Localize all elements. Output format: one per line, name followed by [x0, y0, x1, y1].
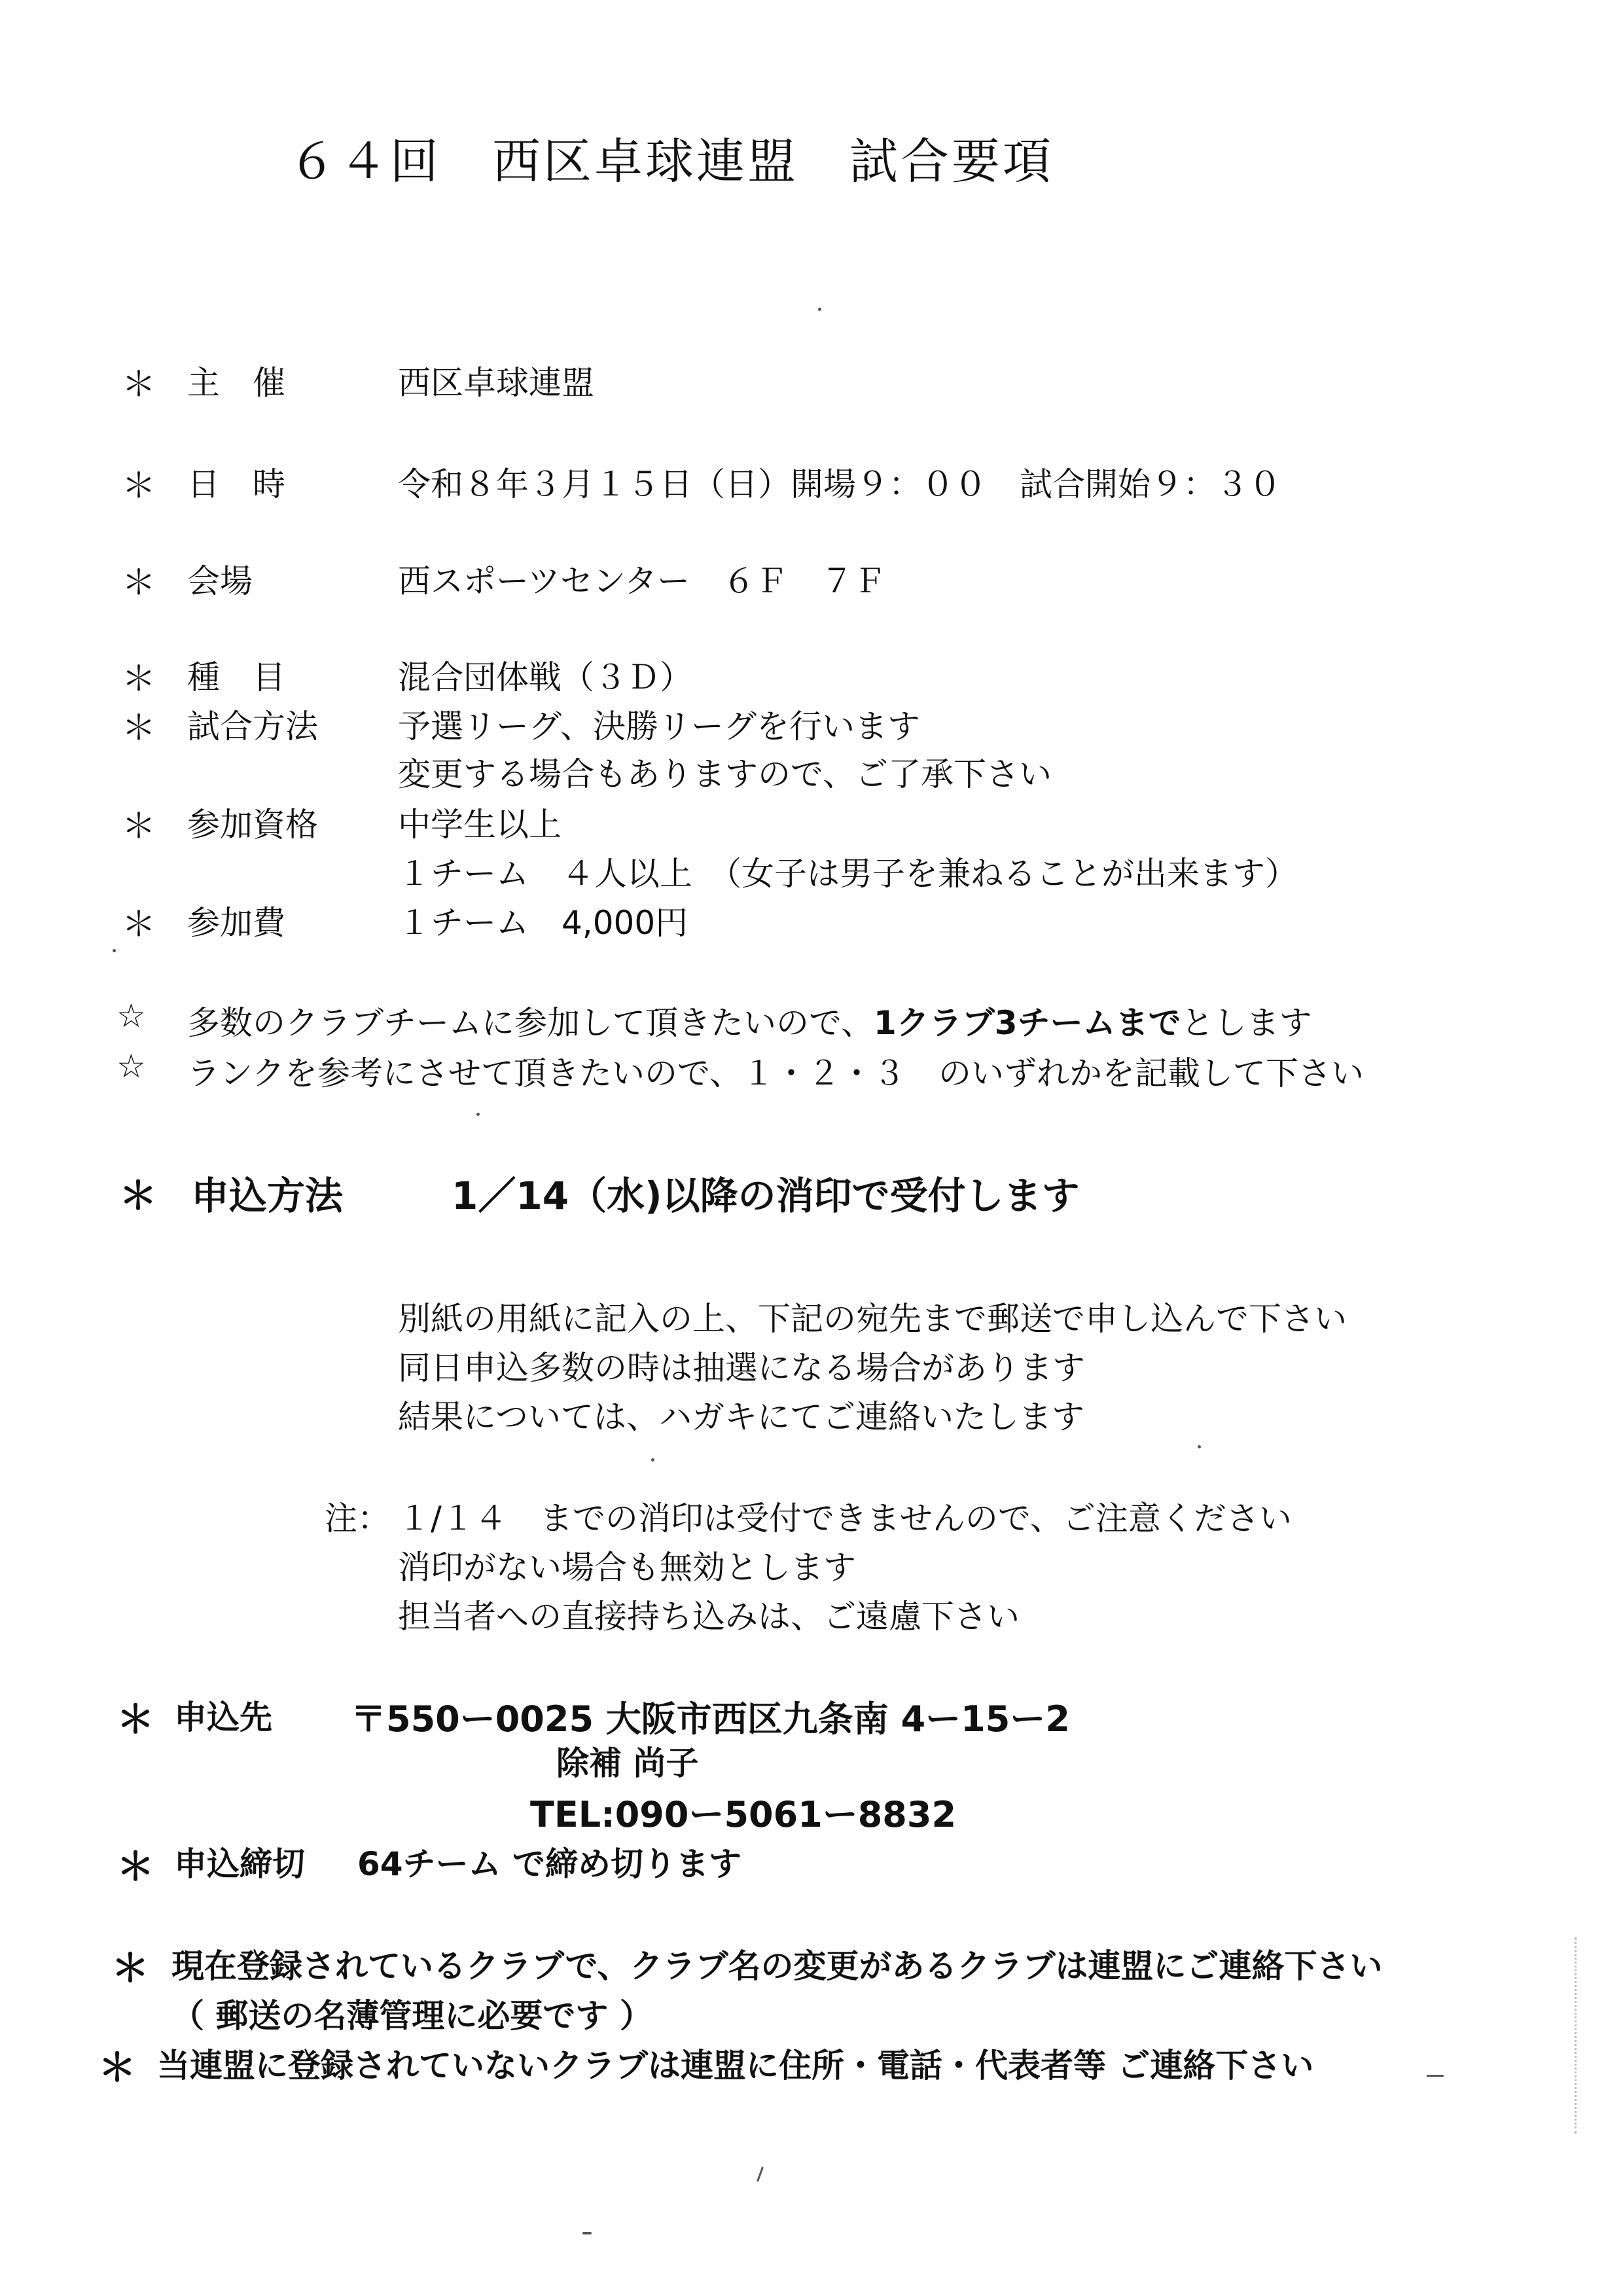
row-mark: ＊ — [122, 467, 156, 506]
footer-note-rename-reason: （ 郵送の名薄管理に必要です ） — [171, 1997, 652, 2035]
application-label: 申込方法 — [191, 1174, 344, 1218]
caution-line: 担当者への直接持ち込みは、ご遠慮下さい — [398, 1598, 1020, 1636]
row-mark: ＊ — [122, 905, 156, 944]
row-mark: ＊ — [122, 365, 156, 404]
contact-label: 申込先 — [174, 1698, 272, 1736]
scan-speck — [651, 1458, 654, 1462]
row-mark: ＊ — [122, 564, 156, 603]
contact-mark: ＊ — [116, 1697, 155, 1742]
star-note-rank: ランクを参考にさせて頂きたいので、１・２・３ のいずれかを記載して下さい — [187, 1054, 1364, 1092]
label-organizer: 主 催 — [187, 364, 285, 402]
contact-address: 〒550ー0025 大阪市西区九条南 4ー15ー2 — [351, 1698, 1070, 1740]
footer-note-mark: ＊ — [111, 1946, 150, 1990]
star-note-mark: ☆ — [116, 1047, 146, 1085]
footer-note-rename: 現在登録されているクラブで、クラブ名の変更があるクラブは連盟にご連絡下さい — [171, 1947, 1383, 1985]
deadline-value: 64チーム で締め切ります — [357, 1845, 741, 1883]
value-fee: １チーム 4,000円 — [398, 904, 688, 942]
scan-speck — [113, 949, 116, 952]
footer-note-mark: ＊ — [98, 2045, 137, 2090]
application-line: 別紙の用紙に記入の上、下記の宛先まで郵送で申し込んで下さい — [398, 1300, 1347, 1338]
scan-speck — [1198, 1445, 1201, 1448]
scan-speck — [582, 2232, 592, 2234]
caution-line: 消印がない場合も無効とします — [398, 1549, 856, 1587]
label-datetime: 日 時 — [187, 465, 285, 503]
scan-speck — [757, 2166, 764, 2182]
label-event: 種 目 — [187, 658, 285, 696]
deadline-label: 申込締切 — [174, 1845, 305, 1883]
value-match-format: 予選リーグ、決勝リーグを行います — [398, 708, 920, 745]
caution-line: １/１４ までの消印は受付できませんので、ご注意ください — [398, 1499, 1292, 1537]
value-datetime: 令和８年３月１５日（日）開場９：００ 試合開始９：３０ — [398, 465, 1281, 503]
contact-name: 除補 尚子 — [556, 1744, 699, 1782]
label-match-format: 試合方法 — [187, 708, 318, 745]
page-title: ６４回 西区卓球連盟 試合要項 — [288, 134, 1054, 190]
scan-artifact-line — [1575, 1937, 1578, 2134]
scan-speck — [1427, 2075, 1444, 2077]
star-note-club-limit — [187, 997, 1312, 1044]
value-match-format-note: 変更する場合もありますので、ご了承下さい — [398, 755, 1052, 793]
deadline-mark: ＊ — [116, 1844, 155, 1889]
application-line: 同日申込多数の時は抽選になる場合があります — [398, 1349, 1085, 1387]
star-note-text: 多数のクラブチームに参加して頂きたいので、 — [187, 1004, 874, 1042]
footer-note-unregistered: 当連盟に登録されていないクラブは連盟に住所・電話・代表者等 ご連絡下さい — [157, 2047, 1314, 2085]
scan-speck — [818, 308, 821, 311]
scan-speck — [476, 1113, 480, 1116]
caution-prefix: 注： — [325, 1499, 390, 1537]
value-organizer: 西区卓球連盟 — [398, 364, 594, 402]
application-mark: ＊ — [119, 1174, 158, 1218]
label-eligibility: 参加資格 — [187, 806, 318, 844]
star-note-mark: ☆ — [116, 997, 146, 1035]
label-fee: 参加費 — [187, 904, 285, 942]
star-note-text-end: とします — [1181, 1004, 1312, 1042]
value-event: 混合団体戦（３Ｄ） — [398, 658, 692, 696]
label-venue: 会場 — [187, 562, 253, 600]
contact-tel: TEL:090ー5061ー8832 — [530, 1794, 957, 1835]
row-mark: ＊ — [122, 709, 156, 748]
value-eligibility-note: １チーム ４人以上 （女子は男子を兼ねることが出来ます） — [398, 855, 1298, 893]
value-eligibility: 中学生以上 — [398, 806, 562, 844]
row-mark: ＊ — [122, 807, 156, 846]
value-venue: 西スポーツセンター ６Ｆ ７Ｆ — [398, 562, 886, 600]
star-note-emphasis: 1クラブ3チームまで — [874, 1004, 1181, 1042]
row-mark: ＊ — [122, 660, 156, 699]
application-start: 1／14（水)以降の消印で受付します — [452, 1174, 1080, 1218]
application-line: 結果については、ハガキにてご連絡いたします — [398, 1398, 1084, 1436]
